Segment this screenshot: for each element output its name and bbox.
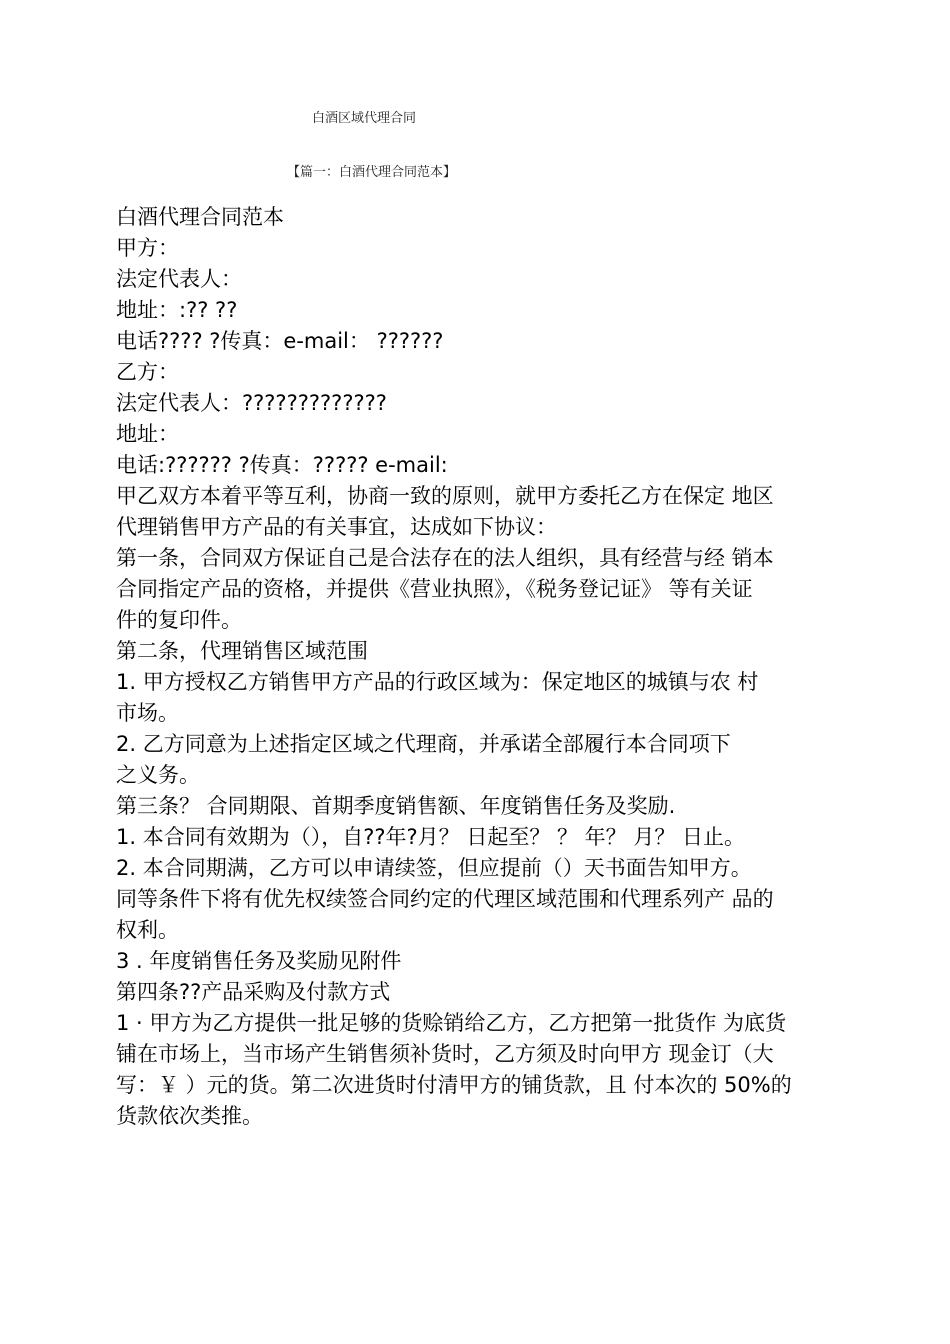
text-line: 甲乙双方本着平等互利，协商一致的原则，就甲方委托乙方在保定 地区 (116, 484, 774, 508)
text-line: 件的复印件。 (116, 608, 242, 632)
text-line: 法定代表人： (116, 267, 242, 291)
text-line: 地址：:?? ?? (116, 298, 238, 322)
text-line: 第三条？ 合同期限、首期季度销售额、年度销售任务及奖励. (116, 794, 676, 818)
text-line: 货款依次类推。 (116, 1104, 263, 1128)
text-line: 同等条件下将有优先权续签合同约定的代理区域范围和代理系列产 品的 (116, 887, 774, 911)
contract-body (116, 202, 866, 1132)
text-line: 市场。 (116, 701, 179, 725)
text-line: 甲方： (116, 236, 179, 260)
text-line: 3 . 年度销售任务及奖励见附件 (116, 949, 402, 973)
text-line: 白酒代理合同范本 (116, 205, 284, 229)
text-line: 法定代表人：????????????? (116, 391, 387, 415)
section-heading: 【篇一：白酒代理合同范本】 (287, 165, 457, 180)
text-line: 铺在市场上，当市场产生销售须补货时，乙方须及时向甲方 现金订（大 (116, 1042, 774, 1066)
text-line: 乙方： (116, 360, 179, 384)
text-line: 地址： (116, 422, 179, 446)
text-line: 电话???? ?传真：e-mail： ?????? (116, 329, 444, 353)
text-line: 第四条??产品采购及付款方式 (116, 980, 391, 1004)
document-title: 白酒区域代理合同 (312, 111, 417, 126)
text-line: 合同指定产品的资格，并提供《营业执照》，《税务登记证》 等有关证 (116, 577, 753, 601)
text-line: 1 · 甲方为乙方提供一批足够的货赊销给乙方，乙方把第一批货作 为底货 (116, 1011, 787, 1035)
text-line: 2. 乙方同意为上述指定区域之代理商，并承诺全部履行本合同项下 (116, 732, 731, 756)
text-line: 2. 本合同期满，乙方可以申请续签，但应提前（）天书面告知甲方。 (116, 856, 752, 880)
text-line: 代理销售甲方产品的有关事宜，达成如下协议： (116, 515, 557, 539)
text-line: 电话:?????? ?传真：????? e-mail: (116, 453, 448, 477)
text-line: 1. 本合同有效期为（），自??年?月？ 日起至？ ？ 年？ 月？ 日止。 (116, 825, 746, 849)
text-line: 第二条，代理销售区域范围 (116, 639, 368, 663)
text-line: 权利。 (116, 918, 179, 942)
text-line: 写：￥ ）元的货。第二次进货时付清甲方的铺货款，且 付本次的 50%的 (116, 1073, 792, 1097)
text-line: 之义务。 (116, 763, 200, 787)
text-line: 1. 甲方授权乙方销售甲方产品的行政区域为：保定地区的城镇与农 村 (116, 670, 759, 694)
text-line: 第一条，合同双方保证自己是合法存在的法人组织，具有经营与经 销本 (116, 546, 774, 570)
